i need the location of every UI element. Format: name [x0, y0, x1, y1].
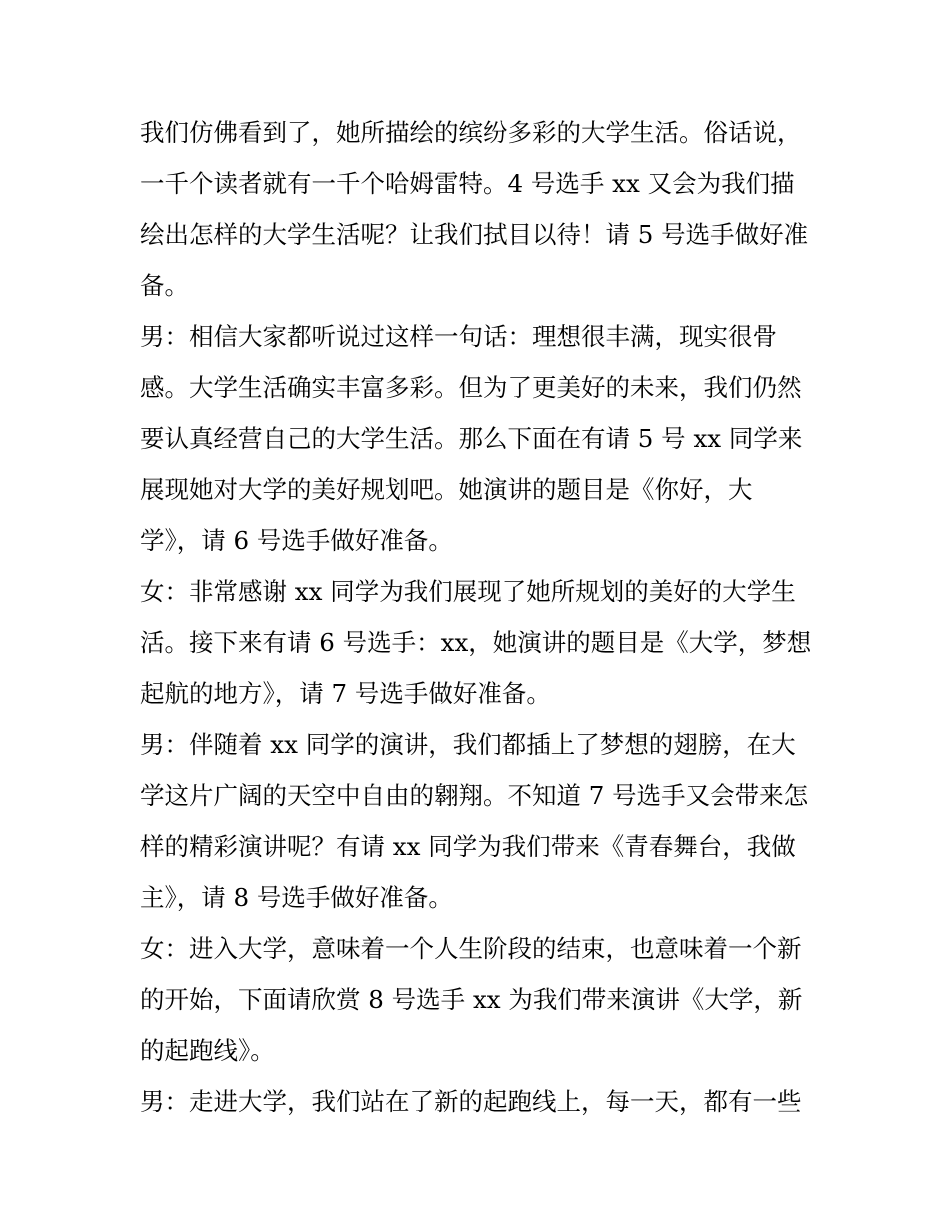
- text-line: 的开始，下面请欣赏 8 号选手 xx 为我们带来演讲《大学，新: [140, 985, 803, 1014]
- text-line: 的起跑线》。: [140, 1036, 275, 1065]
- text-line: 我们仿佛看到了，她所描绘的缤纷多彩的大学生活。俗话说，: [140, 118, 802, 147]
- text-line: 女：进入大学，意味着一个人生阶段的结束，也意味着一个新: [140, 934, 802, 963]
- text-line: 活。接下来有请 6 号选手：xx，她演讲的题目是《大学，梦想: [140, 628, 812, 657]
- text-line: 展现她对大学的美好规划吧。她演讲的题目是《你好，大: [140, 475, 753, 504]
- text-line: 要认真经营自己的大学生活。那么下面在有请 5 号 xx 同学来: [140, 424, 803, 453]
- text-line: 绘出怎样的大学生活呢？让我们拭目以待！请 5 号选手做好准: [140, 220, 809, 249]
- document-body: [140, 107, 830, 1127]
- text-line: 样的精彩演讲呢？有请 xx 同学为我们带来《青春舞台，我做: [140, 832, 796, 861]
- text-line: 男：相信大家都听说过这样一句话：理想很丰满，现实很骨: [140, 322, 777, 351]
- text-line: 学这片广阔的天空中自由的翱翔。不知道 7 号选手又会带来怎: [140, 781, 809, 810]
- text-line: 男：走进大学，我们站在了新的起跑线上，每一天，都有一些: [140, 1087, 802, 1116]
- text-line: 男：伴随着 xx 同学的演讲，我们都插上了梦想的翅膀，在大: [140, 730, 796, 759]
- text-line: 女：非常感谢 xx 同学为我们展现了她所规划的美好的大学生: [140, 577, 796, 606]
- text-line: 备。: [140, 271, 189, 300]
- text-line: 主》，请 8 号选手做好准备。: [140, 883, 453, 912]
- text-line: 感。大学生活确实丰富多彩。但为了更美好的未来，我们仍然: [140, 373, 802, 402]
- text-line: 一千个读者就有一千个哈姆雷特。4 号选手 xx 又会为我们描: [140, 169, 795, 198]
- text-line: 学》，请 6 号选手做好准备。: [140, 526, 453, 555]
- text-line: 起航的地方》，请 7 号选手做好准备。: [140, 679, 551, 708]
